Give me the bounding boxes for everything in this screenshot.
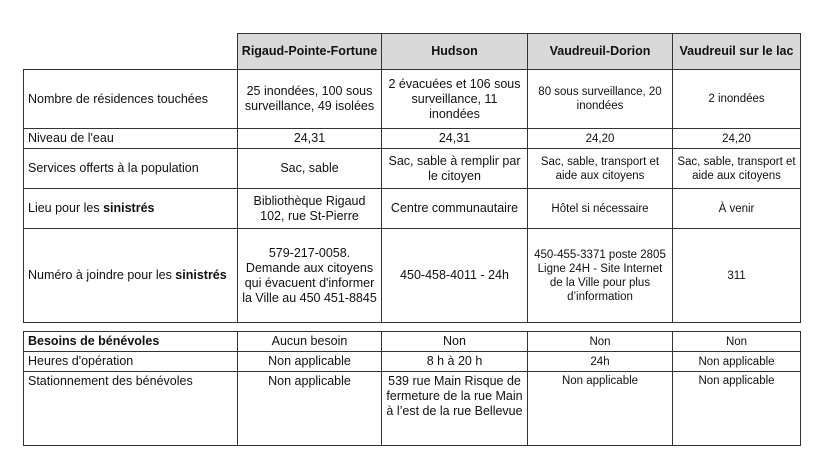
table-row [24, 189, 801, 229]
label-text: Numéro à joindre pour les [28, 268, 176, 282]
table-cell: Bibliothèque Rigaud 102, rue St-Pierre [238, 189, 382, 229]
table-cell: 24,31 [382, 129, 528, 149]
table-cell: Sac, sable, transport et aide aux citoyens [528, 149, 673, 189]
header-vaudreuil-dorion: Vaudreuil-Dorion [528, 34, 673, 70]
table-cell: À venir [673, 189, 801, 229]
volunteer-needs-table [23, 331, 801, 446]
municipal-status-table [23, 33, 801, 323]
corner-cell [24, 34, 238, 70]
table-row [24, 372, 801, 446]
header-rigaud: Rigaud-Pointe-Fortune [238, 34, 382, 70]
row-label: Stationnement des bénévoles [24, 372, 238, 446]
table-cell: Non [673, 332, 801, 352]
row-label [24, 189, 238, 229]
table-row [24, 149, 801, 189]
table-cell: 450-458-4011 - 24h [382, 229, 528, 323]
row-label: Heures d'opération [24, 352, 238, 372]
table-cell: Non [382, 332, 528, 352]
table-cell: 24,20 [673, 129, 801, 149]
table-row [24, 70, 801, 129]
table-cell: Sac, sable, transport et aide aux citoyens [673, 149, 801, 189]
table-cell: Non applicable [673, 352, 801, 372]
table-cell: Non applicable [528, 372, 673, 446]
header-hudson: Hudson [382, 34, 528, 70]
table-header-row [24, 34, 801, 70]
table-row [24, 332, 801, 352]
table-row [24, 129, 801, 149]
table-cell: 450-455-3371 poste 2805 Ligne 24H - Site Internet de la Ville pour plus d’information [528, 229, 673, 323]
row-label: Niveau de l'eau [24, 129, 238, 149]
table-cell: Non applicable [673, 372, 801, 446]
row-label: Services offerts à la population [24, 149, 238, 189]
label-text: Lieu pour les [28, 201, 104, 215]
label-bold-text: sinistrés [103, 201, 155, 215]
table-cell: 24,31 [238, 129, 382, 149]
table-cell: 80 sous surveillance, 20 inondées [528, 70, 673, 129]
table-cell: Sac, sable à remplir par le citoyen [382, 149, 528, 189]
table-cell: 579-217-0058. Demande aux citoyens qui évacuent d'informer la Ville au 450 451-8845 [238, 229, 382, 323]
table-cell: Non applicable [238, 352, 382, 372]
row-label: Besoins de bénévoles [24, 332, 238, 352]
table-cell: 2 évacuées et 106 sous surveillance, 11 inondées [382, 70, 528, 129]
table-cell: Non applicable [238, 372, 382, 446]
table-cell: Sac, sable [238, 149, 382, 189]
table-cell: 8 h à 20 h [382, 352, 528, 372]
header-vaudreuil-sur-le-lac: Vaudreuil sur le lac [673, 34, 801, 70]
table-cell: 25 inondées, 100 sous surveillance, 49 isolées [238, 70, 382, 129]
table-cell: Hôtel si nécessaire [528, 189, 673, 229]
table-cell: Centre communautaire [382, 189, 528, 229]
table-cell: 2 inondées [673, 70, 801, 129]
table-cell: 24,20 [528, 129, 673, 149]
table-cell: Non [528, 332, 673, 352]
table-row [24, 352, 801, 372]
table-cell: 24h [528, 352, 673, 372]
table-cell: Aucun besoin [238, 332, 382, 352]
label-bold-text: sinistrés [175, 268, 227, 282]
row-label [24, 229, 238, 323]
row-label: Nombre de résidences touchées [24, 70, 238, 129]
table-cell: 539 rue Main Risque de fermeture de la rue Main à l’est de la rue Bellevue [382, 372, 528, 446]
table-row [24, 229, 801, 323]
table-cell: 311 [673, 229, 801, 323]
